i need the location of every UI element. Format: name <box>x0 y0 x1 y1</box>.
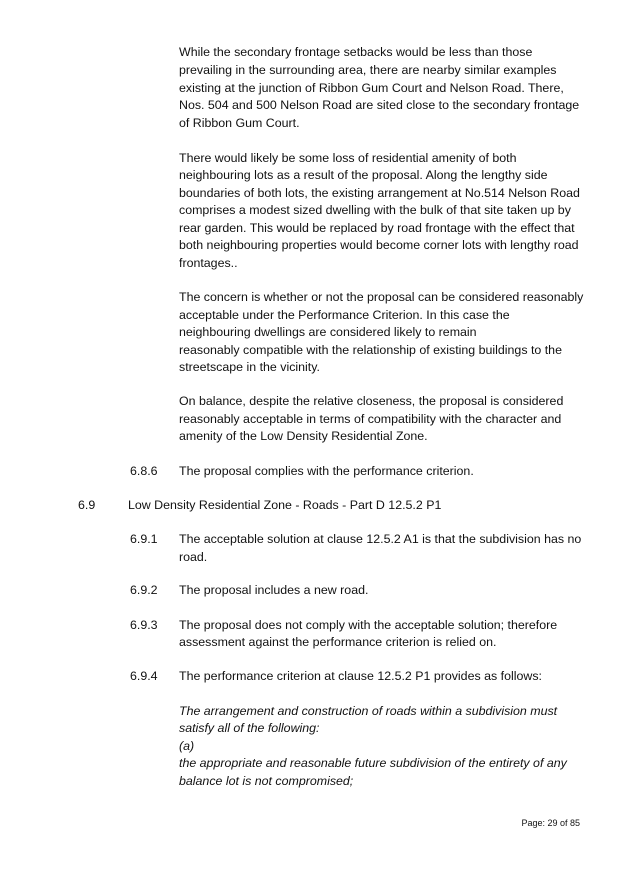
quote-line: (a) <box>179 739 195 753</box>
quote-line: satisfy all of the following: <box>179 721 320 735</box>
text-line: prevailing in the surrounding area, there are nearby similar examples <box>179 63 557 77</box>
clause-number: 6.9.2 <box>130 583 158 597</box>
text-line: The concern is whether or not the proposal can be considered reasonably <box>179 290 584 304</box>
clause-text: The proposal does not comply with the acceptable solution; therefore <box>179 618 558 632</box>
text-line: neighbouring lots as a result of the proposal. Along the lengthy side <box>179 168 548 182</box>
quote-line: The arrangement and construction of roads within a subdivision must <box>179 704 558 718</box>
section-number: 6.9 <box>78 498 96 512</box>
clause-number: 6.9.1 <box>130 532 158 546</box>
clause-text: The acceptable solution at clause 12.5.2 A1 is that the subdivision has no <box>179 532 582 546</box>
text-line: both neighbouring properties would become corner lots with lengthy road <box>179 238 579 252</box>
clause-text: The proposal complies with the performance criterion. <box>179 464 474 478</box>
text-line: frontages.. <box>179 256 238 270</box>
text-line: boundaries of both lots, the existing arrangement at No.514 Nelson Road <box>179 186 580 200</box>
text-line: streetscape in the vicinity. <box>179 360 320 374</box>
text-line: acceptable under the Performance Criterion. In this case the <box>179 308 510 322</box>
text-line: On balance, despite the relative closeness, the proposal is considered <box>179 394 564 408</box>
text-line: While the secondary frontage setbacks would be less than those <box>179 45 533 59</box>
text-line: of Ribbon Gum Court. <box>179 116 300 130</box>
clause-text: The performance criterion at clause 12.5.2 P1 provides as follows: <box>179 669 542 683</box>
text-line: rear garden. This would be replaced by road frontage with the effect that <box>179 221 575 235</box>
clause-text: road. <box>179 550 208 564</box>
clause-number: 6.9.4 <box>130 669 158 683</box>
clause-number: 6.9.3 <box>130 618 158 632</box>
quote-line: balance lot is not compromised; <box>179 774 354 788</box>
text-line: reasonably acceptable in terms of compatibility with the character and <box>179 412 562 426</box>
page-number: Page: 29 of 85 <box>521 818 580 828</box>
clause-text: The proposal includes a new road. <box>179 583 369 597</box>
quote-line: the appropriate and reasonable future subdivision of the entirety of any <box>179 756 567 770</box>
section-title: Low Density Residential Zone - Roads - Part D 12.5.2 P1 <box>128 498 442 512</box>
text-line: Nos. 504 and 500 Nelson Road are sited close to the secondary frontage <box>179 98 580 112</box>
text-line: amenity of the Low Density Residential Zone. <box>179 429 428 443</box>
text-line: comprises a modest sized dwelling with the bulk of that site taken up by <box>179 203 571 217</box>
text-line: existing at the junction of Ribbon Gum Court and Nelson Road. There, <box>179 81 564 95</box>
text-line: neighbouring dwellings are considered likely to remain <box>179 325 477 339</box>
clause-number: 6.8.6 <box>130 464 158 478</box>
text-line: reasonably compatible with the relationship of existing buildings to the <box>179 343 562 357</box>
text-line: There would likely be some loss of residential amenity of both <box>179 151 517 165</box>
clause-text: assessment against the performance criterion is relied on. <box>179 635 497 649</box>
